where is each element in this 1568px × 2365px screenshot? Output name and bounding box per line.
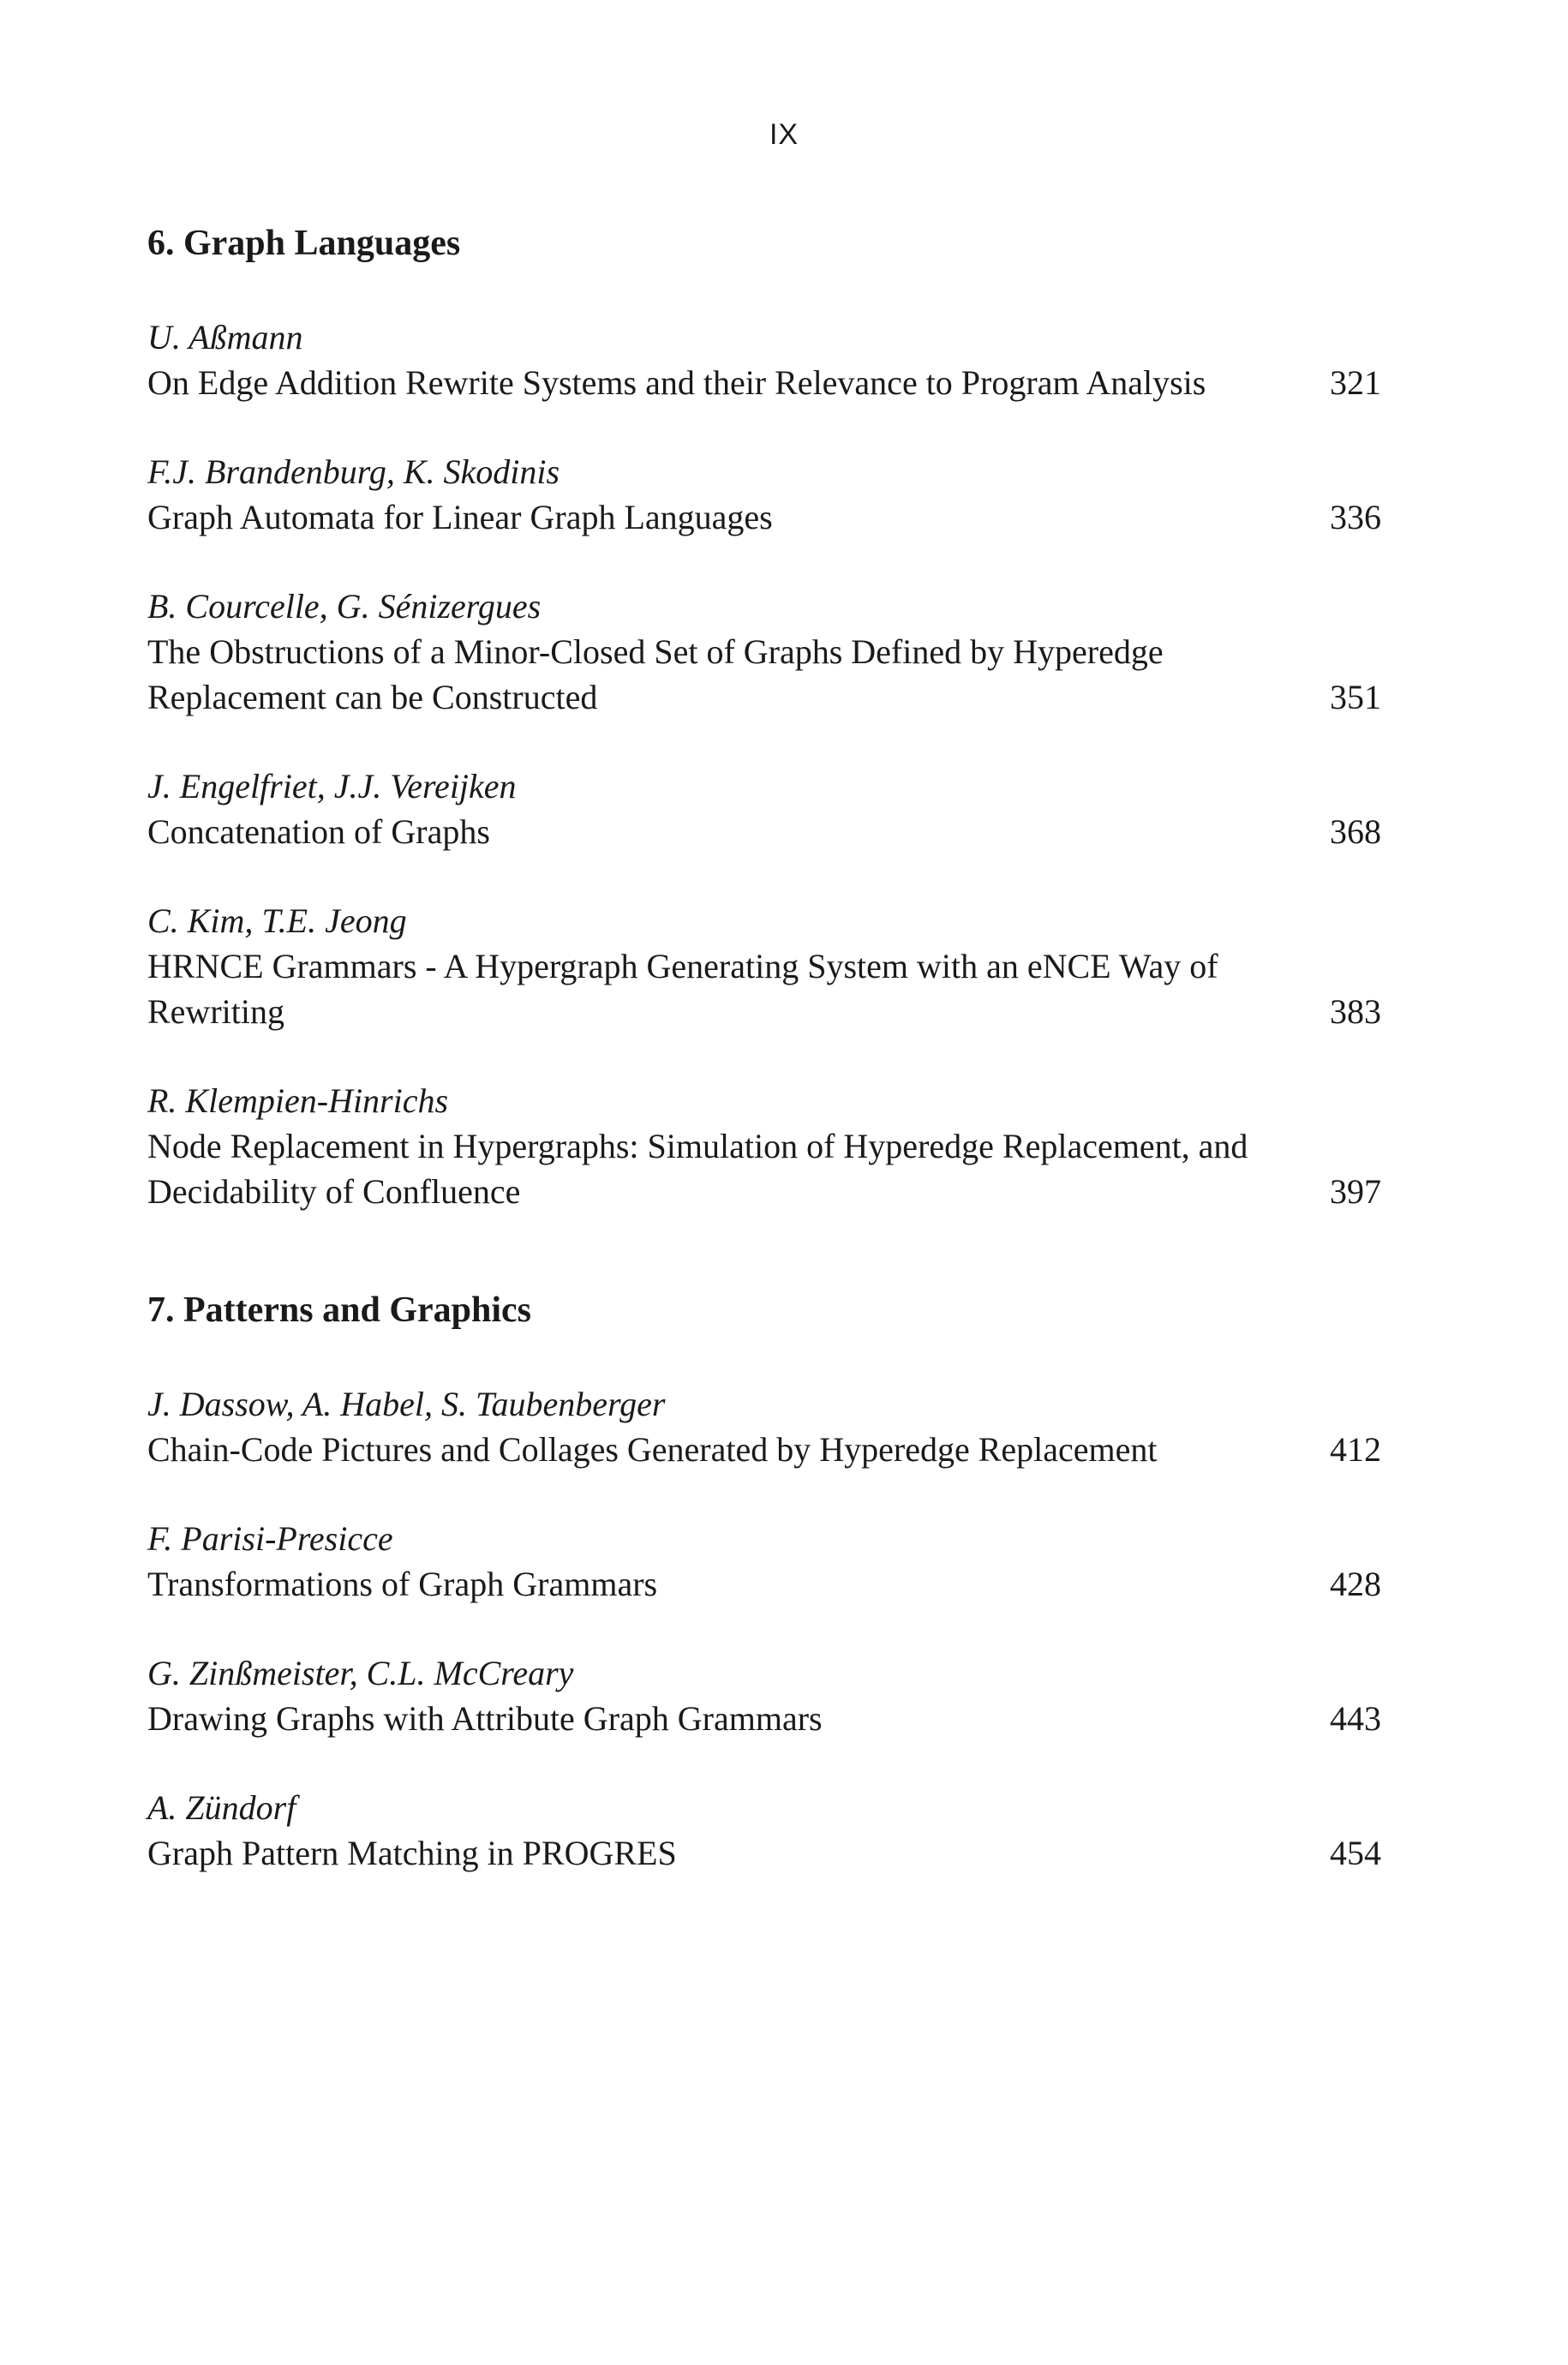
section-graph-languages bbox=[147, 221, 1381, 1214]
entry-title-row bbox=[147, 1427, 1381, 1472]
entry-title: Concatenation of Graphs bbox=[147, 812, 490, 851]
toc-entry bbox=[147, 1079, 1381, 1214]
entry-authors: F.J. Brandenburg, K. Skodinis bbox=[147, 452, 560, 491]
entry-page-number: 443 bbox=[1330, 1699, 1381, 1738]
toc-entry bbox=[147, 584, 1381, 720]
entry-title: Drawing Graphs with Attribute Graph Grammars bbox=[147, 1699, 823, 1738]
entry-authors: J. Engelfriet, J.J. Vereijken bbox=[147, 767, 517, 805]
entry-title-row bbox=[147, 809, 1381, 854]
entry-title: Graph Automata for Linear Graph Languages bbox=[147, 498, 773, 536]
entry-authors: R. Klempien-Hinrichs bbox=[147, 1081, 449, 1120]
entry-authors: U. Aßmann bbox=[147, 318, 303, 356]
entry-title: Transformations of Graph Grammars bbox=[147, 1565, 658, 1603]
entry-title-row bbox=[147, 494, 1381, 540]
entry-page-number: 351 bbox=[1330, 678, 1381, 716]
entry-page-number: 428 bbox=[1330, 1565, 1381, 1603]
toc-entry bbox=[147, 899, 1381, 1034]
entry-title: Chain-Code Pictures and Collages Generated by Hyperedge Replacement bbox=[147, 1430, 1158, 1469]
section-patterns-and-graphics bbox=[147, 1288, 1381, 1876]
toc-entry bbox=[147, 1786, 1381, 1876]
entry-authors: A. Zündorf bbox=[147, 1788, 296, 1827]
entry-authors: J. Dassow, A. Habel, S. Taubenberger bbox=[147, 1385, 666, 1423]
toc-entry bbox=[147, 450, 1381, 540]
entry-title-row bbox=[147, 1696, 1381, 1741]
entry-title-row bbox=[147, 1830, 1381, 1876]
entry-page-number: 383 bbox=[1330, 992, 1381, 1031]
entry-page-number: 397 bbox=[1330, 1172, 1381, 1211]
entry-page-number: 321 bbox=[1330, 363, 1381, 402]
entry-page-number: 336 bbox=[1330, 498, 1381, 536]
entry-authors: G. Zinßmeister, C.L. McCreary bbox=[147, 1654, 574, 1692]
entry-title: The Obstructions of a Minor-Closed Set of Graphs Defined by Hyperedge Replacement can be Constructed bbox=[147, 632, 1164, 716]
entry-title-row bbox=[147, 943, 1381, 1034]
entry-title: Node Replacement in Hypergraphs: Simulation of Hyperedge Replacement, and Decidability of Confluence bbox=[147, 1127, 1248, 1211]
toc-entry bbox=[147, 1382, 1381, 1472]
page-number: IX bbox=[769, 118, 799, 151]
entry-title: Graph Pattern Matching in PROGRES bbox=[147, 1834, 677, 1872]
entry-authors: F. Parisi-Presicce bbox=[147, 1519, 393, 1558]
entry-authors: C. Kim, T.E. Jeong bbox=[147, 901, 407, 940]
section-heading: 6. Graph Languages bbox=[147, 224, 461, 263]
toc-entry bbox=[147, 764, 1381, 854]
toc-entry bbox=[147, 315, 1381, 405]
entry-title-row bbox=[147, 360, 1381, 405]
entry-title-row bbox=[147, 1561, 1381, 1607]
entry-authors: B. Courcelle, G. Sénizergues bbox=[147, 587, 542, 626]
entry-page-number: 454 bbox=[1330, 1834, 1381, 1872]
entry-title: On Edge Addition Rewrite Systems and their Relevance to Program Analysis bbox=[147, 363, 1206, 402]
table-of-contents bbox=[147, 221, 1381, 1876]
section-heading: 7. Patterns and Graphics bbox=[147, 1290, 532, 1330]
entry-title: HRNCE Grammars - A Hypergraph Generating System with an eNCE Way of Rewriting bbox=[147, 947, 1218, 1031]
entry-title-row bbox=[147, 1123, 1381, 1214]
entry-title-row bbox=[147, 629, 1381, 720]
toc-entry bbox=[147, 1517, 1381, 1607]
entry-page-number: 412 bbox=[1330, 1430, 1381, 1469]
entry-page-number: 368 bbox=[1330, 812, 1381, 851]
toc-entry bbox=[147, 1651, 1381, 1741]
